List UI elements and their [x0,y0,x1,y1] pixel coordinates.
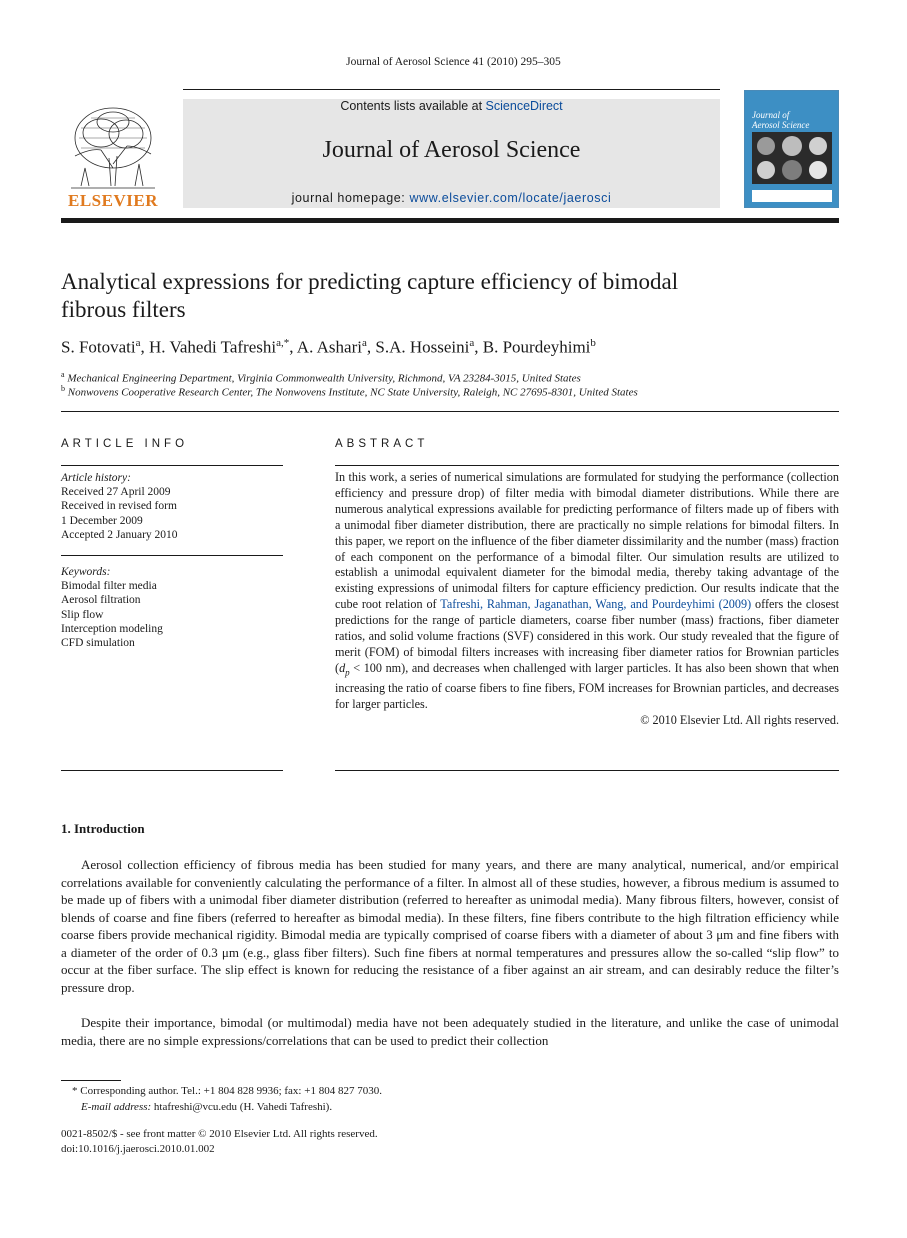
keywords-label: Keywords: [61,566,111,578]
article-info-rule [61,465,283,466]
header-thick-rule [61,218,839,223]
doi-line[interactable]: doi:10.1016/j.jaerosci.2010.01.002 [61,1143,215,1155]
author-name[interactable]: S.A. Hosseini [375,337,470,357]
abstract-body [335,470,839,729]
abstract-bottom-rule [335,770,839,771]
email-address[interactable]: htafreshi@vcu.edu (H. Vahedi Tafreshi). [151,1101,333,1113]
author-affiliation-mark: a [361,337,367,349]
introduction-paragraph-2: Despite their importance, bimodal (or multimodal) media have not been adequately studied in the literature, and unlike the case of unimodal media, there are no simple expressions/correlations that can be used to predict their collection [61,1015,839,1048]
keyword: Slip flow [61,608,104,621]
cover-title-line1: Journal of [752,110,790,120]
email-note [81,1099,332,1115]
contents-prefix: Contents lists available at [340,99,486,113]
abstract-text: offers the closest predictions for the range of particle diameters, coarse fiber number (mass) fractions, fiber diameter ratios, and solid volume fractions (SVF) considered in this work. Our study revealed that the figure of merit (FOM) of bimodal filters increases with increasing fiber diameter ratios for Brownian particles ( [335,597,840,675]
math-symbol: d [339,660,346,675]
author-affiliation-mark: b [590,337,596,349]
email-label: E-mail address: [81,1101,152,1113]
keyword: Aerosol filtration [61,594,141,607]
introduction-heading: 1. Introduction [61,821,145,836]
history-label: Article history: [61,472,131,484]
author-name[interactable]: H. Vahedi Tafreshi [149,337,277,357]
keyword: Bimodal filter media [61,580,157,593]
cover-footer [752,190,832,202]
running-head: Journal of Aerosol Science 41 (2010) 295–305 [346,56,561,68]
affiliation-mark: b [61,384,65,393]
cover-title-line2: Aerosol Science [752,120,810,130]
banner-top-rule [183,89,720,90]
abstract-heading: ABSTRACT [335,438,429,450]
author-affiliation-mark: a [135,337,141,349]
author-name[interactable]: A. Ashari [296,337,362,357]
affiliation-b [61,384,839,399]
author-name[interactable]: B. Pourdeyhimi [482,337,591,357]
article-info-bottom-rule [61,770,283,771]
abstract-text: ), and decreases when challenged with larger particles. It has also been shown that when increasing the ratio of coarse fibers to fine fibers, FOM increases for Brownian particles, and decreases for larger particles. [335,660,839,712]
sciencedirect-link[interactable]: ScienceDirect [485,99,563,113]
journal-name: Journal of Aerosol Science [322,137,581,163]
footnote-rule [61,1080,121,1081]
affiliation-a [61,370,839,385]
article-info-heading: ARTICLE INFO [61,438,189,450]
corresponding-author-note: * Corresponding author. Tel.: +1 804 828 9936; fax: +1 804 827 7030. [72,1085,382,1097]
history-item: Received 27 April 2009 [61,486,171,499]
citation-link[interactable]: Tafreshi, Rahman, Jaganathan, Wang, and Pourdeyhimi (2009) [440,597,752,612]
homepage-prefix: journal homepage: [291,191,410,205]
math-subscript: p [345,667,350,678]
author-name[interactable]: S. Fotovati [61,337,136,357]
contents-line [183,99,720,113]
math-range: < 100 nm [349,660,402,675]
abstract-text: In this work, a series of numerical simulations are formulated for studying the performance (collection efficiency and pressure drop) of filter media with bimodal diameter distributions. While there are numerous analytical expressions available for predicting performance of filters made up of fibers with a unimodal fiber diameter distribution, there are practically no simple relations for bimodal filters. In this paper, we report on the influence of the fiber diameter dissimilarity and the number (mass) fraction of each component on the performance of a bimodal filter. Our simulation results are utilized to establish a unimodal equivalent diameter for the bimodal media, thereby taking advantage of the existing expressions of unimodal filters for capture efficiency prediction. Our results indicate that the cube root relation of [335,470,839,612]
article-title [61,268,839,324]
abstract-rule [335,465,839,466]
cover-title [752,110,832,130]
history-item: Received in revised form [61,500,177,513]
introduction-paragraph-1: Aerosol collection efficiency of fibrous media has been studied for many years, and there are many analytical, numerical, and/or empirical correlations available for conveniently calculating the performance of a filter. In almost all of these studies, however, a fibrous medium is assumed to be made up of fibers with a unimodal fiber diameter distribution (referred to hereafter as unimodal media). Many fibrous filters, however, consist of blends of coarse and fine fibers (referred to hereafter as bimodal media). In these filters, fine fibers contribute to the high filtration efficiency while coarse fibers provide mechanical rigidity. Bimodal media are typically comprised of coarse fibers with a diameter of about 3 μm and fine fibers with a diameter of the order of 0.3 μm (e.g., glass fiber filters). Such fine fibers at normal temperatures and pressures allow the so-called “slip flow” to occur at the fiber surface. The slip effect is known for reducing the resistance of a fiber against an air stream, and can desirably reduce the filter’s pressure drop. [61,857,839,995]
homepage-link[interactable]: www.elsevier.com/locate/jaerosci [409,191,612,205]
homepage-line [183,191,720,205]
cover-image [752,132,832,184]
history-item: 1 December 2009 [61,514,143,527]
keyword: Interception modeling [61,622,163,635]
history-rule [61,555,283,556]
article-title-line1: Analytical expressions for predicting capture efficiency of bimodal [61,269,679,294]
section-divider [61,411,839,412]
affiliation-text: Nonwovens Cooperative Research Center, The Nonwovens Institute, NC State University, Raleigh, NC 27695-8301, United States [67,386,638,399]
elsevier-logo-wordmark: ELSEVIER [68,191,158,210]
author-list: S. Fotovati$^a$, H. Vahedi Tafreshi$^{a,*}$, A. Ashari$^a$, S.A. Hosseini$^a$, B. Pourdeyhimi$^b$ [61,337,596,357]
article-title-line2: fibrous filters [61,297,186,322]
affiliation-mark: a [61,370,65,379]
author-affiliation-mark: a,* [276,337,290,349]
issn-line: 0021-8502/$ - see front matter © 2010 Elsevier Ltd. All rights reserved. [61,1128,378,1140]
affiliation-text: Mechanical Engineering Department, Virginia Commonwealth University, Richmond, VA 23284-3015, United States [67,372,581,385]
keyword: CFD simulation [61,637,135,650]
copyright-notice: © 2010 Elsevier Ltd. All rights reserved. [640,713,839,728]
article-history [61,471,283,542]
history-item: Accepted 2 January 2010 [61,528,178,541]
author-affiliation-mark: a [469,337,475,349]
keywords [61,565,283,650]
